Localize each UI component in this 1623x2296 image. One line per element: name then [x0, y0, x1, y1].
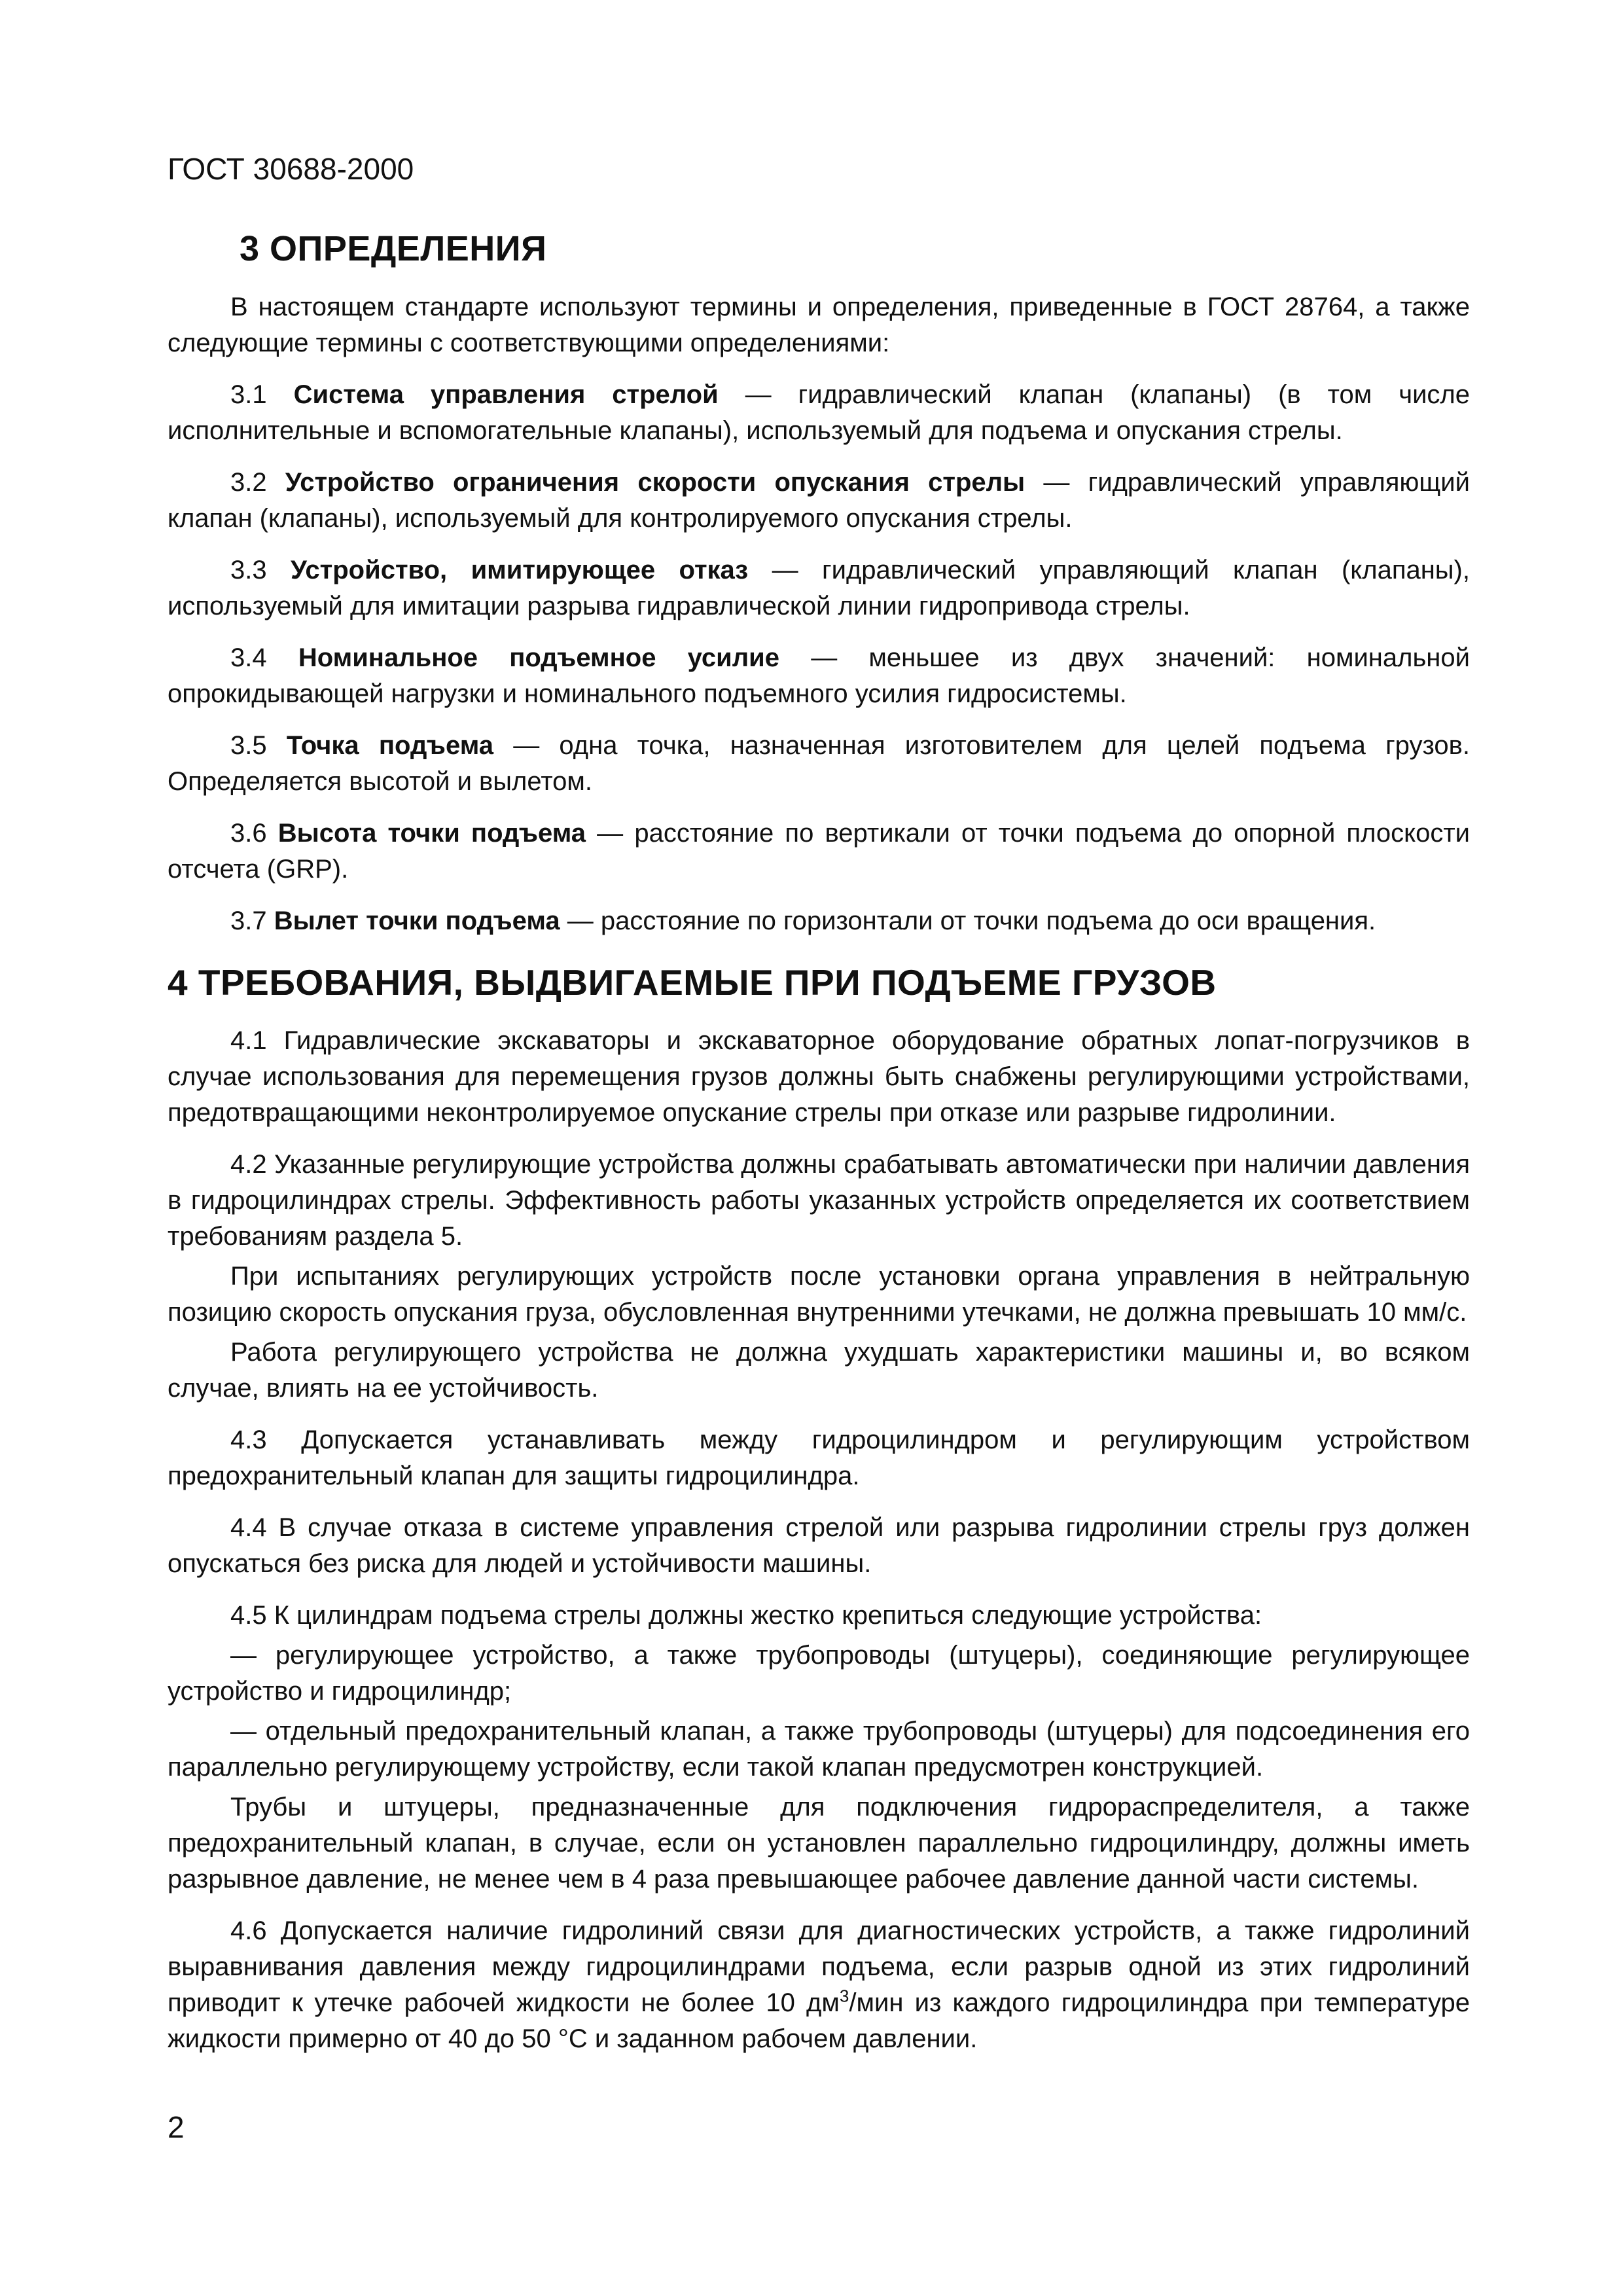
definition-text: — гидравлический управляющий клапан (клапаны), используемый для имитации разрыва гидравлической линии гидропривода стрелы. — [168, 556, 1470, 620]
definition-text: — гидравлический управляющий клапан (клапаны), используемый для контролируемого опускания стрелы. — [168, 468, 1470, 533]
clause-4-2-tests: При испытаниях регулирующих устройств после установки органа управления в нейтральную позицию скорость опускания груза, обусловленная внутренними утечками, не должна превышать 10 мм/с. — [168, 1262, 1470, 1327]
definition-number: 3.7 — [230, 906, 267, 935]
definition-number: 3.6 — [230, 819, 267, 848]
clause-4-3: 4.3 Допускается устанавливать между гидроцилиндром и регулирующим устройством предохранительный клапан для защиты гидроцилиндра. — [168, 1426, 1470, 1490]
definition-text: — расстояние по горизонтали от точки подъема до оси вращения. — [560, 906, 1376, 935]
definition-term: Вылет точки подъема — [274, 906, 560, 935]
clause-4-2: 4.2 Указанные регулирующие устройства должны срабатывать автоматически при наличии давления в гидроцилиндрах стрелы. Эффективность работы указанных устройств определяется их соответствием требованиям раздела 5. — [168, 1150, 1470, 1251]
definition-text: — меньшее из двух значений: номинальной опрокидывающей нагрузки и номинального подъемного усилия гидросистемы. — [168, 643, 1470, 708]
section-3-intro: В настоящем стандарте используют термины и определения, приведенные в ГОСТ 28764, а также следующие термины с соответствующими определениями: — [168, 293, 1470, 357]
definition-number: 3.1 — [230, 380, 267, 409]
definition-text: — расстояние по вертикали от точки подъема до опорной плоскости отсчета (GRP). — [168, 819, 1470, 884]
definition-3-2 — [168, 465, 1470, 537]
clause-4-6-text-end: /мин из каждого гидроцилиндра при температуре жидкости примерно от 40 до 50 °C и заданном рабочем давлении. — [168, 1988, 1471, 2053]
definition-number: 3.2 — [230, 468, 267, 497]
document-header: ГОСТ 30688-2000 — [168, 152, 414, 186]
definition-number: 3.5 — [230, 731, 267, 760]
definition-text: — гидравлический клапан (клапаны) (в том числе исполнительные и вспомогательные клапаны), используемый для подъема и опускания стрелы. — [168, 380, 1470, 445]
superscript-3: 3 — [839, 1986, 849, 2006]
clause-4-5-item-2: — отдельный предохранительный клапан, а также трубопроводы (штуцеры) для подсоединения его параллельно регулирующему устройству, если такой клапан предусмотрен конструкцией. — [168, 1717, 1470, 1782]
section-4-title: 4 ТРЕБОВАНИЯ, ВЫДВИГАЕМЫЕ ПРИ ПОДЪЕМЕ ГРУЗОВ — [168, 962, 1217, 1003]
definition-term: Система управления стрелой — [293, 380, 719, 409]
clause-4-5-pipes: Трубы и штуцеры, предназначенные для подключения гидрораспределителя, а также предохранительный клапан, в случае, если он установлен параллельно гидроцилиндру, должны иметь разрывное давление, не менее чем в 4 раза превышающее рабочее давление данной части системы. — [168, 1793, 1470, 1893]
definition-number: 3.4 — [230, 643, 267, 672]
definition-3-6 — [168, 816, 1470, 888]
clause-4-5: 4.5 К цилиндрам подъема стрелы должны жестко крепиться следующие устройства: — [230, 1601, 1262, 1630]
definition-text: — одна точка, назначенная изготовителем для целей подъема грузов. Определяется высотой и вылетом. — [168, 731, 1470, 796]
definition-term: Номинальное подъемное усилие — [298, 643, 779, 672]
definition-term: Устройство, имитирующее отказ — [291, 556, 749, 584]
definition-term: Точка подъема — [286, 731, 493, 760]
definition-term: Высота точки подъема — [277, 819, 586, 848]
page-number: 2 — [168, 2110, 185, 2144]
section-3-title: 3 ОПРЕДЕЛЕНИЯ — [240, 229, 547, 268]
definition-3-1 — [168, 377, 1470, 449]
clause-4-5-item-1: — регулирующее устройство, а также трубопроводы (штуцеры), соединяющие регулирующее устройство и гидроцилиндр; — [168, 1641, 1470, 1706]
definition-number: 3.3 — [230, 556, 267, 584]
clause-4-6 — [168, 1913, 1470, 2057]
definition-3-5 — [168, 728, 1470, 800]
definition-3-3 — [168, 552, 1470, 624]
clause-4-1: 4.1 Гидравлические экскаваторы и экскаваторное оборудование обратных лопат-погрузчиков в случае использования для перемещения грузов должны быть снабжены регулирующими устройствами, предотвращающими неконтролируемое опускание стрелы при отказе или разрыве гидролинии. — [168, 1026, 1470, 1127]
definition-3-4 — [168, 640, 1470, 712]
document-page — [168, 151, 1470, 2073]
definition-term: Устройство ограничения скорости опускания стрелы — [285, 468, 1026, 497]
clause-4-6-text: 4.6 Допускается наличие гидролиний связи для диагностических устройств, а также гидролиний выравнивания давления между гидроцилиндрами подъема, если разрыв одной из этих гидролиний приводит к утечке рабочей жидкости не более 10 дм — [168, 1916, 1470, 2017]
clause-4-2-operation: Работа регулирующего устройства не должна ухудшать характеристики машины и, во всяком случае, влиять на ее устойчивость. — [168, 1338, 1470, 1403]
clause-4-4: 4.4 В случае отказа в системе управления стрелой или разрыва гидролинии стрелы груз должен опускаться без риска для людей и устойчивости машины. — [168, 1513, 1470, 1578]
definition-3-7 — [168, 903, 1470, 939]
